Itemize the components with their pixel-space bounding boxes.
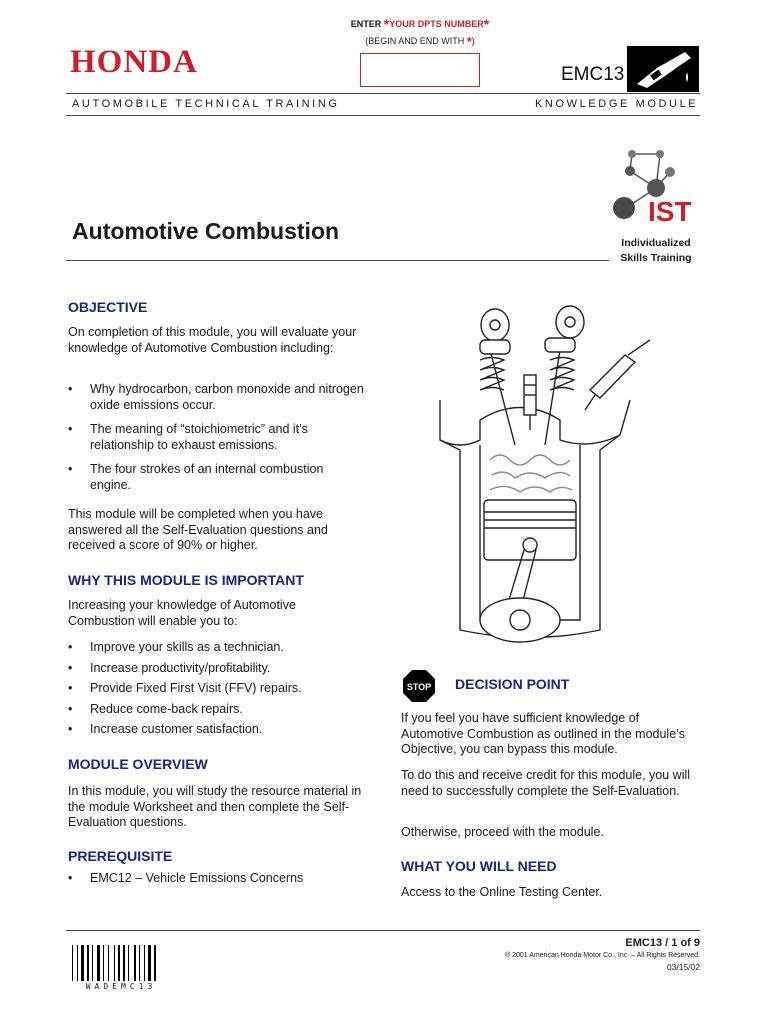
decision-text-2: To do this and receive credit for this module, you will need to successfully complete the Self-Evaluation.: [401, 768, 691, 798]
dpts-instruction: [330, 16, 510, 32]
ist-line1: Individualized: [621, 237, 691, 249]
automobile-technical-training-label: AUTOMOBILE TECHNICAL TRAINING: [72, 98, 340, 110]
footer-rule: [66, 930, 700, 931]
asterisk: *: [383, 16, 390, 32]
dpts-highlight: YOUR DPTS NUMBER: [389, 19, 484, 29]
prereq-heading: PREREQUISITE: [68, 848, 173, 864]
stop-sign-icon: [402, 669, 436, 703]
why-intro: Increasing your knowledge of Automotive Combustion will enable you to:: [68, 598, 296, 628]
decision-point-heading: DECISION POINT: [455, 676, 570, 692]
list-item: • Reduce come-back repairs.: [68, 702, 366, 718]
dpts-sub-instruction: [330, 34, 510, 49]
list-item: • Why hydrocarbon, carbon monoxide and nitrogen oxide emissions occur.: [68, 382, 366, 413]
list-item: • The four strokes of an internal combustion engine.: [68, 462, 366, 493]
title-rule: [66, 260, 609, 261]
asterisk: *: [466, 34, 472, 49]
ist-tagline: [606, 236, 706, 266]
why-heading: WHY THIS MODULE IS IMPORTANT: [68, 572, 304, 588]
decision-text-1: If you feel you have sufficient knowledge of Automotive Combustion as outlined in the module’s Objective, you can bypass this module.: [401, 711, 685, 756]
barcode-text: WADEMC13: [85, 982, 157, 991]
objective-intro: On completion of this module, you will evaluate your knowledge of Automotive Combustion including:: [68, 325, 357, 355]
page-title: Automotive Combustion: [72, 218, 340, 244]
barcode: [72, 945, 170, 985]
enter-sub-suffix: ): [471, 36, 475, 46]
asterisk: *: [483, 16, 490, 32]
knowledge-module-label: KNOWLEDGE MODULE: [535, 98, 699, 110]
header-rule-top: [66, 93, 700, 94]
decision-text-3: Otherwise, proceed with the module.: [401, 825, 604, 839]
enter-sub-prefix: (BEGIN AND END WITH: [365, 36, 467, 46]
what-you-need-text: Access to the Online Testing Center.: [401, 885, 603, 899]
overview-text: In this module, you will study the resource material in the module Worksheet and then complete the Self-Evaluation questions.: [68, 784, 362, 829]
page-number: EMC13 / 1 of 9: [625, 937, 700, 949]
what-you-need-heading: WHAT YOU WILL NEED: [401, 858, 557, 874]
dpts-number-input[interactable]: [360, 53, 480, 87]
fuel-nozzle-icon: [627, 46, 699, 92]
list-item: • Increase productivity/profitability.: [68, 661, 366, 677]
prereq-list: [68, 871, 366, 887]
header-rule-bottom: [66, 115, 700, 116]
list-item: • The meaning of “stoichiometric” and it’s relationship to exhaust emissions.: [68, 422, 366, 453]
list-item: • EMC12 – Vehicle Emissions Concerns: [68, 871, 366, 887]
objective-heading: OBJECTIVE: [68, 299, 148, 315]
engine-cylinder-illustration: [420, 300, 660, 650]
stop-label: STOP: [406, 682, 432, 692]
copyright-notice: ® 2001 American Honda Motor Co., Inc. – All Rights Reserved.: [504, 952, 700, 959]
list-item: • Increase customer satisfaction.: [68, 722, 366, 738]
ist-logo: [608, 140, 708, 226]
why-list: [68, 640, 366, 738]
enter-prefix: ENTER: [350, 19, 384, 29]
list-item: • Improve your skills as a technician.: [68, 640, 366, 656]
ist-line2: Skills Training: [620, 252, 692, 264]
revision-date: 03/15/02: [666, 962, 700, 972]
list-item: • Provide Fixed First Visit (FFV) repairs.: [68, 681, 366, 697]
ist-label: IST: [648, 196, 692, 226]
honda-logo: HONDA: [70, 44, 198, 80]
objective-list: [68, 382, 366, 493]
overview-heading: MODULE OVERVIEW: [68, 756, 208, 772]
module-code: EMC13: [561, 64, 625, 85]
completion-text: This module will be completed when you have answered all the Self-Evaluation questions and received a score of 90% or higher.: [68, 507, 328, 552]
